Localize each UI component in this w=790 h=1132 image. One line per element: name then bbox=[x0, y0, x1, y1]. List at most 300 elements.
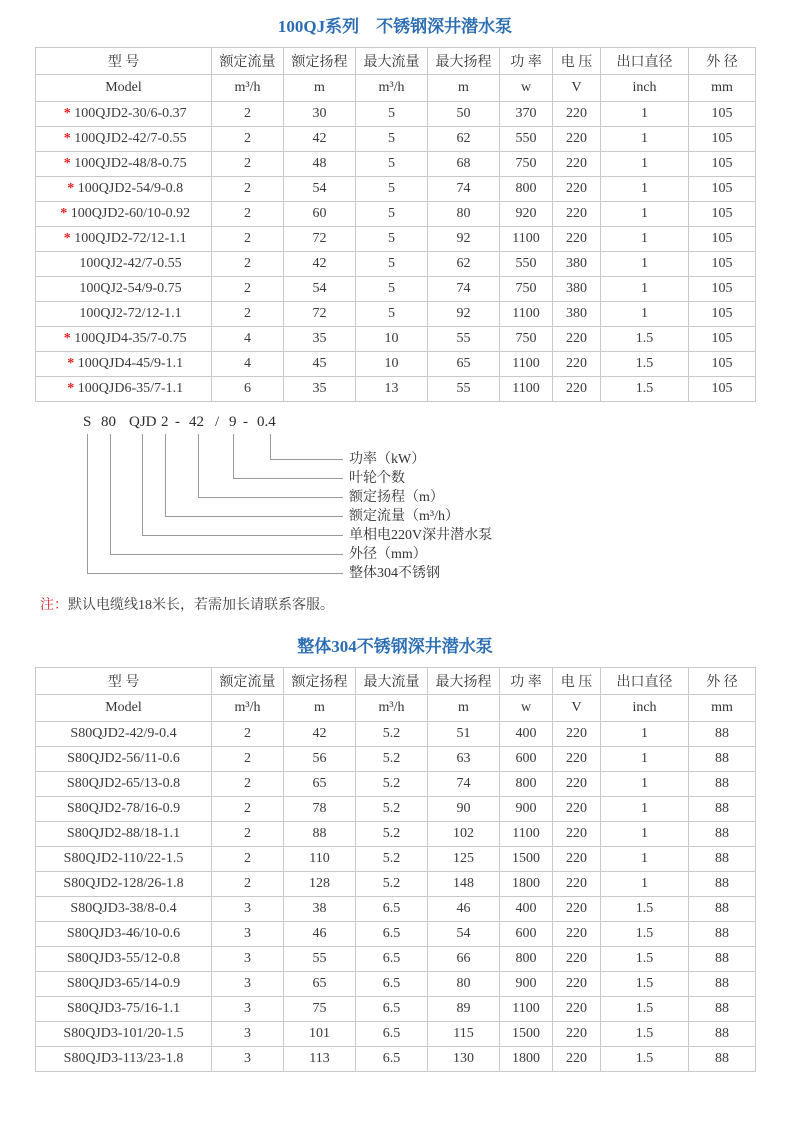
rated-flow-cell: 2 bbox=[212, 847, 284, 872]
rated-head-cell: 128 bbox=[284, 872, 356, 897]
diagram-label-rated-head: 额定扬程（m） bbox=[349, 490, 444, 505]
max-head-cell: 125 bbox=[428, 847, 500, 872]
model-name: 100QJD2-72/12-1.1 bbox=[74, 231, 187, 246]
voltage-cell: 220 bbox=[553, 797, 601, 822]
model-name: S80QJD3-113/23-1.8 bbox=[63, 1051, 184, 1066]
rated-flow-cell: 3 bbox=[212, 922, 284, 947]
max-head-cell: 130 bbox=[428, 1047, 500, 1072]
spec-row bbox=[36, 1047, 756, 1072]
model-name: 100QJ2-54/9-0.75 bbox=[79, 281, 182, 296]
outlet-diameter-cell: 1.5 bbox=[601, 352, 689, 377]
outer-diameter-cell: 88 bbox=[689, 722, 756, 747]
power-cell: 600 bbox=[500, 747, 553, 772]
diagram-label-rated-flow: 额定流量（m³/h） bbox=[349, 509, 459, 524]
outlet-diameter-cell: 1.5 bbox=[601, 327, 689, 352]
model-cell bbox=[36, 922, 212, 947]
col-header-power: 功 率 bbox=[500, 48, 553, 75]
outer-diameter-cell: 105 bbox=[689, 102, 756, 127]
voltage-cell: 220 bbox=[553, 747, 601, 772]
rated-head-cell: 42 bbox=[284, 127, 356, 152]
rated-head-cell: 48 bbox=[284, 152, 356, 177]
max-head-cell: 63 bbox=[428, 747, 500, 772]
max-head-cell: 55 bbox=[428, 377, 500, 402]
spec-row bbox=[36, 947, 756, 972]
rated-flow-cell: 2 bbox=[212, 722, 284, 747]
max-flow-cell: 6.5 bbox=[356, 897, 428, 922]
outer-diameter-cell: 105 bbox=[689, 277, 756, 302]
asterisk-marker: * bbox=[63, 231, 71, 246]
outlet-diameter-cell: 1 bbox=[601, 152, 689, 177]
model-name: 100QJD4-35/7-0.75 bbox=[74, 331, 187, 346]
outer-diameter-cell: 88 bbox=[689, 797, 756, 822]
col-header-rated-flow: 额定流量 bbox=[212, 668, 284, 695]
asterisk-marker: * bbox=[60, 206, 68, 221]
unit-rated-flow: m³/h bbox=[212, 75, 284, 102]
outlet-diameter-cell: 1 bbox=[601, 277, 689, 302]
model-name: S80QJD2-88/18-1.1 bbox=[66, 826, 181, 841]
spec-row bbox=[36, 772, 756, 797]
max-head-cell: 62 bbox=[428, 252, 500, 277]
rated-flow-cell: 6 bbox=[212, 377, 284, 402]
outer-diameter-cell: 88 bbox=[689, 747, 756, 772]
outlet-diameter-cell: 1.5 bbox=[601, 947, 689, 972]
col-header-model: 型 号 bbox=[36, 668, 212, 695]
outer-diameter-cell: 88 bbox=[689, 1022, 756, 1047]
model-cell bbox=[36, 947, 212, 972]
max-flow-cell: 5 bbox=[356, 302, 428, 327]
model-name: S80QJD2-128/26-1.8 bbox=[63, 876, 184, 891]
outlet-diameter-cell: 1.5 bbox=[601, 972, 689, 997]
col-header-max-flow: 最大流量 bbox=[356, 48, 428, 75]
outlet-diameter-cell: 1 bbox=[601, 797, 689, 822]
model-name: S80QJD3-55/12-0.8 bbox=[66, 951, 181, 966]
rated-flow-cell: 2 bbox=[212, 202, 284, 227]
outlet-diameter-cell: 1 bbox=[601, 722, 689, 747]
power-cell: 1100 bbox=[500, 227, 553, 252]
rated-head-cell: 110 bbox=[284, 847, 356, 872]
unit-max-flow: m³/h bbox=[356, 695, 428, 722]
model-cell bbox=[36, 897, 212, 922]
power-cell: 900 bbox=[500, 972, 553, 997]
spec-row bbox=[36, 127, 756, 152]
power-cell: 1100 bbox=[500, 302, 553, 327]
max-flow-cell: 5.2 bbox=[356, 722, 428, 747]
voltage-cell: 220 bbox=[553, 997, 601, 1022]
max-flow-cell: 6.5 bbox=[356, 922, 428, 947]
unit-max-head: m bbox=[428, 695, 500, 722]
outer-diameter-cell: 105 bbox=[689, 252, 756, 277]
max-head-cell: 66 bbox=[428, 947, 500, 972]
outer-diameter-cell: 105 bbox=[689, 177, 756, 202]
spec-table-body bbox=[36, 102, 756, 402]
model-cell bbox=[36, 152, 212, 177]
outer-diameter-cell: 105 bbox=[689, 352, 756, 377]
power-cell: 900 bbox=[500, 797, 553, 822]
model-cell bbox=[36, 972, 212, 997]
rated-head-cell: 60 bbox=[284, 202, 356, 227]
rated-flow-cell: 2 bbox=[212, 152, 284, 177]
model-code-token: 42 bbox=[189, 414, 204, 430]
asterisk-marker: * bbox=[67, 381, 75, 396]
rated-head-cell: 101 bbox=[284, 1022, 356, 1047]
rated-flow-cell: 2 bbox=[212, 227, 284, 252]
rated-head-cell: 54 bbox=[284, 177, 356, 202]
voltage-cell: 220 bbox=[553, 822, 601, 847]
unit-rated-head: m bbox=[284, 695, 356, 722]
rated-head-cell: 42 bbox=[284, 252, 356, 277]
model-name: 100QJD2-42/7-0.55 bbox=[74, 131, 187, 146]
model-name: S80QJD3-46/10-0.6 bbox=[66, 926, 181, 941]
model-cell bbox=[36, 772, 212, 797]
spec-row bbox=[36, 277, 756, 302]
model-cell bbox=[36, 352, 212, 377]
diagram-label-pump-type: 单相电220V深井潜水泵 bbox=[349, 528, 493, 543]
rated-flow-cell: 3 bbox=[212, 972, 284, 997]
power-cell: 400 bbox=[500, 897, 553, 922]
model-cell bbox=[36, 872, 212, 897]
model-code-token: 2 bbox=[161, 414, 169, 430]
voltage-cell: 220 bbox=[553, 847, 601, 872]
rated-flow-cell: 3 bbox=[212, 897, 284, 922]
outlet-diameter-cell: 1 bbox=[601, 177, 689, 202]
unit-voltage: V bbox=[553, 695, 601, 722]
spec-row bbox=[36, 102, 756, 127]
voltage-cell: 220 bbox=[553, 352, 601, 377]
power-cell: 800 bbox=[500, 772, 553, 797]
max-flow-cell: 5 bbox=[356, 102, 428, 127]
max-flow-cell: 6.5 bbox=[356, 997, 428, 1022]
model-code-token: - bbox=[243, 414, 248, 430]
voltage-cell: 220 bbox=[553, 772, 601, 797]
max-flow-cell: 13 bbox=[356, 377, 428, 402]
outer-diameter-cell: 88 bbox=[689, 847, 756, 872]
voltage-cell: 220 bbox=[553, 227, 601, 252]
unit-outlet-diameter: inch bbox=[601, 75, 689, 102]
max-head-cell: 92 bbox=[428, 227, 500, 252]
outlet-diameter-cell: 1 bbox=[601, 252, 689, 277]
col-header-outer-diameter: 外 径 bbox=[689, 48, 756, 75]
model-cell bbox=[36, 377, 212, 402]
model-cell bbox=[36, 252, 212, 277]
rated-flow-cell: 2 bbox=[212, 822, 284, 847]
rated-head-cell: 72 bbox=[284, 302, 356, 327]
model-naming-diagram bbox=[35, 412, 755, 592]
outer-diameter-cell: 88 bbox=[689, 972, 756, 997]
model-code-token: 80 bbox=[101, 414, 116, 430]
rated-flow-cell: 2 bbox=[212, 302, 284, 327]
model-name: S80QJD2-110/22-1.5 bbox=[63, 851, 184, 866]
outer-diameter-cell: 88 bbox=[689, 897, 756, 922]
voltage-cell: 220 bbox=[553, 947, 601, 972]
model-cell bbox=[36, 202, 212, 227]
outlet-diameter-cell: 1 bbox=[601, 872, 689, 897]
outer-diameter-cell: 105 bbox=[689, 377, 756, 402]
outer-diameter-cell: 88 bbox=[689, 822, 756, 847]
power-cell: 800 bbox=[500, 947, 553, 972]
max-head-cell: 50 bbox=[428, 102, 500, 127]
col-header-outer-diameter: 外 径 bbox=[689, 668, 756, 695]
max-head-cell: 89 bbox=[428, 997, 500, 1022]
rated-flow-cell: 4 bbox=[212, 327, 284, 352]
power-cell: 550 bbox=[500, 127, 553, 152]
asterisk-marker: * bbox=[63, 331, 71, 346]
rated-flow-cell: 3 bbox=[212, 1047, 284, 1072]
power-cell: 600 bbox=[500, 922, 553, 947]
spec-row bbox=[36, 302, 756, 327]
model-cell bbox=[36, 227, 212, 252]
rated-flow-cell: 2 bbox=[212, 872, 284, 897]
model-cell bbox=[36, 1022, 212, 1047]
rated-flow-cell: 3 bbox=[212, 997, 284, 1022]
model-name: S80QJD3-75/16-1.1 bbox=[66, 1001, 181, 1016]
asterisk-marker: * bbox=[63, 131, 71, 146]
voltage-cell: 220 bbox=[553, 152, 601, 177]
model-cell bbox=[36, 302, 212, 327]
model-cell bbox=[36, 177, 212, 202]
note-text: 默认电缆线18米长，若需加长请联系客服。 bbox=[68, 598, 334, 613]
voltage-cell: 220 bbox=[553, 722, 601, 747]
outer-diameter-cell: 105 bbox=[689, 152, 756, 177]
max-flow-cell: 5 bbox=[356, 127, 428, 152]
voltage-cell: 220 bbox=[553, 102, 601, 127]
model-name: 100QJD2-60/10-0.92 bbox=[70, 206, 191, 221]
rated-flow-cell: 3 bbox=[212, 1022, 284, 1047]
outer-diameter-cell: 105 bbox=[689, 127, 756, 152]
unit-power: w bbox=[500, 75, 553, 102]
model-name: S80QJD2-42/9-0.4 bbox=[70, 726, 177, 741]
outer-diameter-cell: 105 bbox=[689, 302, 756, 327]
model-name: S80QJD3-101/20-1.5 bbox=[63, 1026, 184, 1041]
voltage-cell: 220 bbox=[553, 377, 601, 402]
model-cell bbox=[36, 127, 212, 152]
unit-outlet-diameter: inch bbox=[601, 695, 689, 722]
unit-rated-flow: m³/h bbox=[212, 695, 284, 722]
max-head-cell: 74 bbox=[428, 177, 500, 202]
spec-row bbox=[36, 872, 756, 897]
model-code-token: QJD bbox=[129, 414, 157, 430]
voltage-cell: 220 bbox=[553, 972, 601, 997]
outer-diameter-cell: 88 bbox=[689, 922, 756, 947]
outlet-diameter-cell: 1 bbox=[601, 102, 689, 127]
max-head-cell: 74 bbox=[428, 772, 500, 797]
rated-head-cell: 113 bbox=[284, 1047, 356, 1072]
outer-diameter-cell: 88 bbox=[689, 947, 756, 972]
outer-diameter-cell: 88 bbox=[689, 997, 756, 1022]
asterisk-marker: * bbox=[67, 181, 75, 196]
unit-model: Model bbox=[36, 695, 212, 722]
max-head-cell: 90 bbox=[428, 797, 500, 822]
max-flow-cell: 5.2 bbox=[356, 847, 428, 872]
spec-row bbox=[36, 922, 756, 947]
col-header-outlet-diameter: 出口直径 bbox=[601, 48, 689, 75]
rated-flow-cell: 3 bbox=[212, 947, 284, 972]
rated-head-cell: 46 bbox=[284, 922, 356, 947]
model-name: S80QJD2-78/16-0.9 bbox=[66, 801, 181, 816]
voltage-cell: 220 bbox=[553, 202, 601, 227]
rated-flow-cell: 2 bbox=[212, 772, 284, 797]
rated-head-cell: 38 bbox=[284, 897, 356, 922]
power-cell: 1500 bbox=[500, 1022, 553, 1047]
model-code-token: S bbox=[83, 414, 92, 430]
power-cell: 1500 bbox=[500, 847, 553, 872]
rated-head-cell: 55 bbox=[284, 947, 356, 972]
rated-head-cell: 56 bbox=[284, 747, 356, 772]
unit-max-head: m bbox=[428, 75, 500, 102]
spec-row bbox=[36, 972, 756, 997]
model-name: 100QJD2-48/8-0.75 bbox=[74, 156, 187, 171]
outlet-diameter-cell: 1 bbox=[601, 847, 689, 872]
rated-head-cell: 45 bbox=[284, 352, 356, 377]
spec-row bbox=[36, 327, 756, 352]
model-code-token: - bbox=[175, 414, 180, 430]
outlet-diameter-cell: 1 bbox=[601, 302, 689, 327]
max-head-cell: 115 bbox=[428, 1022, 500, 1047]
spec-row bbox=[36, 202, 756, 227]
rated-head-cell: 88 bbox=[284, 822, 356, 847]
power-cell: 750 bbox=[500, 327, 553, 352]
max-flow-cell: 5 bbox=[356, 177, 428, 202]
model-cell bbox=[36, 847, 212, 872]
spec-row bbox=[36, 377, 756, 402]
diagram-label-material: 整体304不锈钢 bbox=[349, 566, 440, 581]
power-cell: 800 bbox=[500, 177, 553, 202]
model-name: 100QJD2-30/6-0.37 bbox=[74, 106, 187, 121]
outlet-diameter-cell: 1.5 bbox=[601, 1022, 689, 1047]
outlet-diameter-cell: 1 bbox=[601, 127, 689, 152]
rated-head-cell: 35 bbox=[284, 327, 356, 352]
max-flow-cell: 6.5 bbox=[356, 1047, 428, 1072]
power-cell: 1100 bbox=[500, 822, 553, 847]
col-header-voltage: 电 压 bbox=[553, 668, 601, 695]
unit-power: w bbox=[500, 695, 553, 722]
model-name: S80QJD2-56/11-0.6 bbox=[67, 751, 180, 766]
rated-head-cell: 65 bbox=[284, 972, 356, 997]
spec-row bbox=[36, 1022, 756, 1047]
rated-head-cell: 42 bbox=[284, 722, 356, 747]
header-row-units bbox=[36, 75, 756, 102]
voltage-cell: 220 bbox=[553, 897, 601, 922]
asterisk-marker: * bbox=[63, 106, 71, 121]
col-header-outlet-diameter: 出口直径 bbox=[601, 668, 689, 695]
col-header-power: 功 率 bbox=[500, 668, 553, 695]
model-name: S80QJD3-38/8-0.4 bbox=[70, 901, 177, 916]
note-prefix: 注： bbox=[40, 598, 68, 613]
power-cell: 1800 bbox=[500, 872, 553, 897]
voltage-cell: 220 bbox=[553, 922, 601, 947]
diagram-label-outer-diameter: 外径（mm） bbox=[349, 547, 427, 562]
spec-table-100qj bbox=[35, 47, 756, 402]
spec-row bbox=[36, 847, 756, 872]
spec-table-s80 bbox=[35, 667, 756, 1072]
power-cell: 370 bbox=[500, 102, 553, 127]
rated-flow-cell: 4 bbox=[212, 352, 284, 377]
model-code-token: 9 bbox=[229, 414, 237, 430]
model-cell bbox=[36, 1047, 212, 1072]
header-row-cn bbox=[36, 48, 756, 75]
outer-diameter-cell: 105 bbox=[689, 227, 756, 252]
header-row-units bbox=[36, 695, 756, 722]
max-head-cell: 80 bbox=[428, 972, 500, 997]
col-header-model: 型 号 bbox=[36, 48, 212, 75]
spec-row bbox=[36, 747, 756, 772]
model-name: 100QJD2-54/9-0.8 bbox=[77, 181, 184, 196]
model-name: 100QJ2-42/7-0.55 bbox=[79, 256, 182, 271]
max-head-cell: 65 bbox=[428, 352, 500, 377]
outlet-diameter-cell: 1 bbox=[601, 772, 689, 797]
rated-flow-cell: 2 bbox=[212, 127, 284, 152]
rated-head-cell: 54 bbox=[284, 277, 356, 302]
model-cell bbox=[36, 102, 212, 127]
max-flow-cell: 5.2 bbox=[356, 872, 428, 897]
voltage-cell: 220 bbox=[553, 127, 601, 152]
outer-diameter-cell: 88 bbox=[689, 1047, 756, 1072]
voltage-cell: 220 bbox=[553, 872, 601, 897]
rated-head-cell: 78 bbox=[284, 797, 356, 822]
unit-outer-diameter: mm bbox=[689, 75, 756, 102]
voltage-cell: 380 bbox=[553, 277, 601, 302]
max-head-cell: 74 bbox=[428, 277, 500, 302]
spec-row bbox=[36, 997, 756, 1022]
power-cell: 1800 bbox=[500, 1047, 553, 1072]
max-flow-cell: 6.5 bbox=[356, 1022, 428, 1047]
outlet-diameter-cell: 1 bbox=[601, 202, 689, 227]
spec-row bbox=[36, 822, 756, 847]
section2-title: 整体304不锈钢深井潜水泵 bbox=[297, 637, 493, 656]
outlet-diameter-cell: 1.5 bbox=[601, 1047, 689, 1072]
outer-diameter-cell: 105 bbox=[689, 327, 756, 352]
model-code-token: 0.4 bbox=[257, 414, 276, 430]
outlet-diameter-cell: 1.5 bbox=[601, 897, 689, 922]
spec-row bbox=[36, 252, 756, 277]
header-row-cn bbox=[36, 668, 756, 695]
voltage-cell: 220 bbox=[553, 1047, 601, 1072]
col-header-max-head: 最大扬程 bbox=[428, 48, 500, 75]
rated-flow-cell: 2 bbox=[212, 747, 284, 772]
model-cell bbox=[36, 277, 212, 302]
max-flow-cell: 5 bbox=[356, 252, 428, 277]
unit-model: Model bbox=[36, 75, 212, 102]
model-cell bbox=[36, 747, 212, 772]
voltage-cell: 380 bbox=[553, 302, 601, 327]
rated-flow-cell: 2 bbox=[212, 252, 284, 277]
power-cell: 920 bbox=[500, 202, 553, 227]
max-head-cell: 55 bbox=[428, 327, 500, 352]
model-name: 100QJD4-45/9-1.1 bbox=[77, 356, 184, 371]
max-head-cell: 92 bbox=[428, 302, 500, 327]
max-flow-cell: 6.5 bbox=[356, 947, 428, 972]
cable-note bbox=[40, 596, 790, 616]
max-head-cell: 51 bbox=[428, 722, 500, 747]
model-cell bbox=[36, 797, 212, 822]
power-cell: 550 bbox=[500, 252, 553, 277]
outer-diameter-cell: 105 bbox=[689, 202, 756, 227]
max-head-cell: 68 bbox=[428, 152, 500, 177]
max-flow-cell: 5.2 bbox=[356, 747, 428, 772]
diagram-label-impeller-count: 叶轮个数 bbox=[349, 471, 405, 486]
outlet-diameter-cell: 1.5 bbox=[601, 922, 689, 947]
voltage-cell: 380 bbox=[553, 252, 601, 277]
col-header-max-flow: 最大流量 bbox=[356, 668, 428, 695]
rated-head-cell: 65 bbox=[284, 772, 356, 797]
rated-head-cell: 35 bbox=[284, 377, 356, 402]
outlet-diameter-cell: 1.5 bbox=[601, 997, 689, 1022]
max-head-cell: 148 bbox=[428, 872, 500, 897]
col-header-voltage: 电 压 bbox=[553, 48, 601, 75]
col-header-max-head: 最大扬程 bbox=[428, 668, 500, 695]
diagram-label-power: 功率（kW） bbox=[349, 452, 426, 467]
voltage-cell: 220 bbox=[553, 327, 601, 352]
max-flow-cell: 10 bbox=[356, 327, 428, 352]
